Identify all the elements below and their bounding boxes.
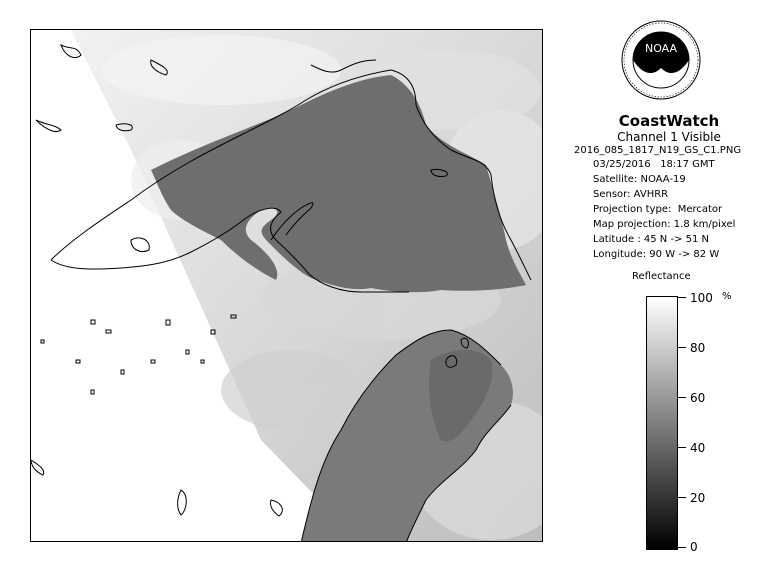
colorbar-label: Reflectance — [632, 271, 691, 282]
colorbar-tick-label: 0 — [690, 540, 698, 554]
colorbar-tick-label: 40 — [690, 441, 706, 455]
projection-row: Projection type: Mercator — [593, 204, 723, 215]
noaa-logo-label: NOAA — [644, 42, 678, 55]
colorbar-tick — [678, 447, 686, 448]
colorbar-tick — [678, 297, 686, 298]
map-graphic — [31, 30, 543, 542]
colorbar-tick — [678, 497, 686, 498]
map-projection-row: Map projection: 1.8 km/pixel — [593, 219, 736, 230]
product-title: CoastWatch — [618, 112, 720, 130]
small-islands — [41, 315, 236, 394]
colorbar-tick-label: 80 — [690, 341, 706, 355]
colorbar-tick-label: 100 — [690, 291, 713, 305]
acquisition-time: 18:17 GMT — [660, 159, 715, 170]
channel-subtitle: Channel 1 Visible — [617, 130, 721, 144]
colorbar — [646, 296, 678, 550]
file-name: 2016_085_1817_N19_GS_C1.PNG — [574, 145, 742, 156]
noaa-logo-graphic — [621, 20, 701, 100]
colorbar-unit: % — [722, 291, 732, 302]
colorbar-tick — [678, 397, 686, 398]
longitude-row: Longitude: 90 W -> 82 W — [593, 249, 720, 260]
date-time-row — [593, 157, 782, 172]
sensor-row: Sensor: AVHRR — [593, 189, 669, 200]
metadata-block — [593, 157, 782, 262]
acquisition-date: 03/25/2016 — [593, 159, 651, 170]
latitude-row: Latitude : 45 N -> 51 N — [593, 234, 709, 245]
colorbar-tick-label: 60 — [690, 391, 706, 405]
colorbar-tick — [678, 547, 686, 548]
satellite-image — [30, 29, 543, 542]
noaa-logo — [621, 20, 701, 100]
colorbar-tick-label: 20 — [690, 491, 706, 505]
info-panel — [556, 113, 782, 262]
satellite-row: Satellite: NOAA-19 — [593, 174, 686, 185]
colorbar-tick — [678, 347, 686, 348]
